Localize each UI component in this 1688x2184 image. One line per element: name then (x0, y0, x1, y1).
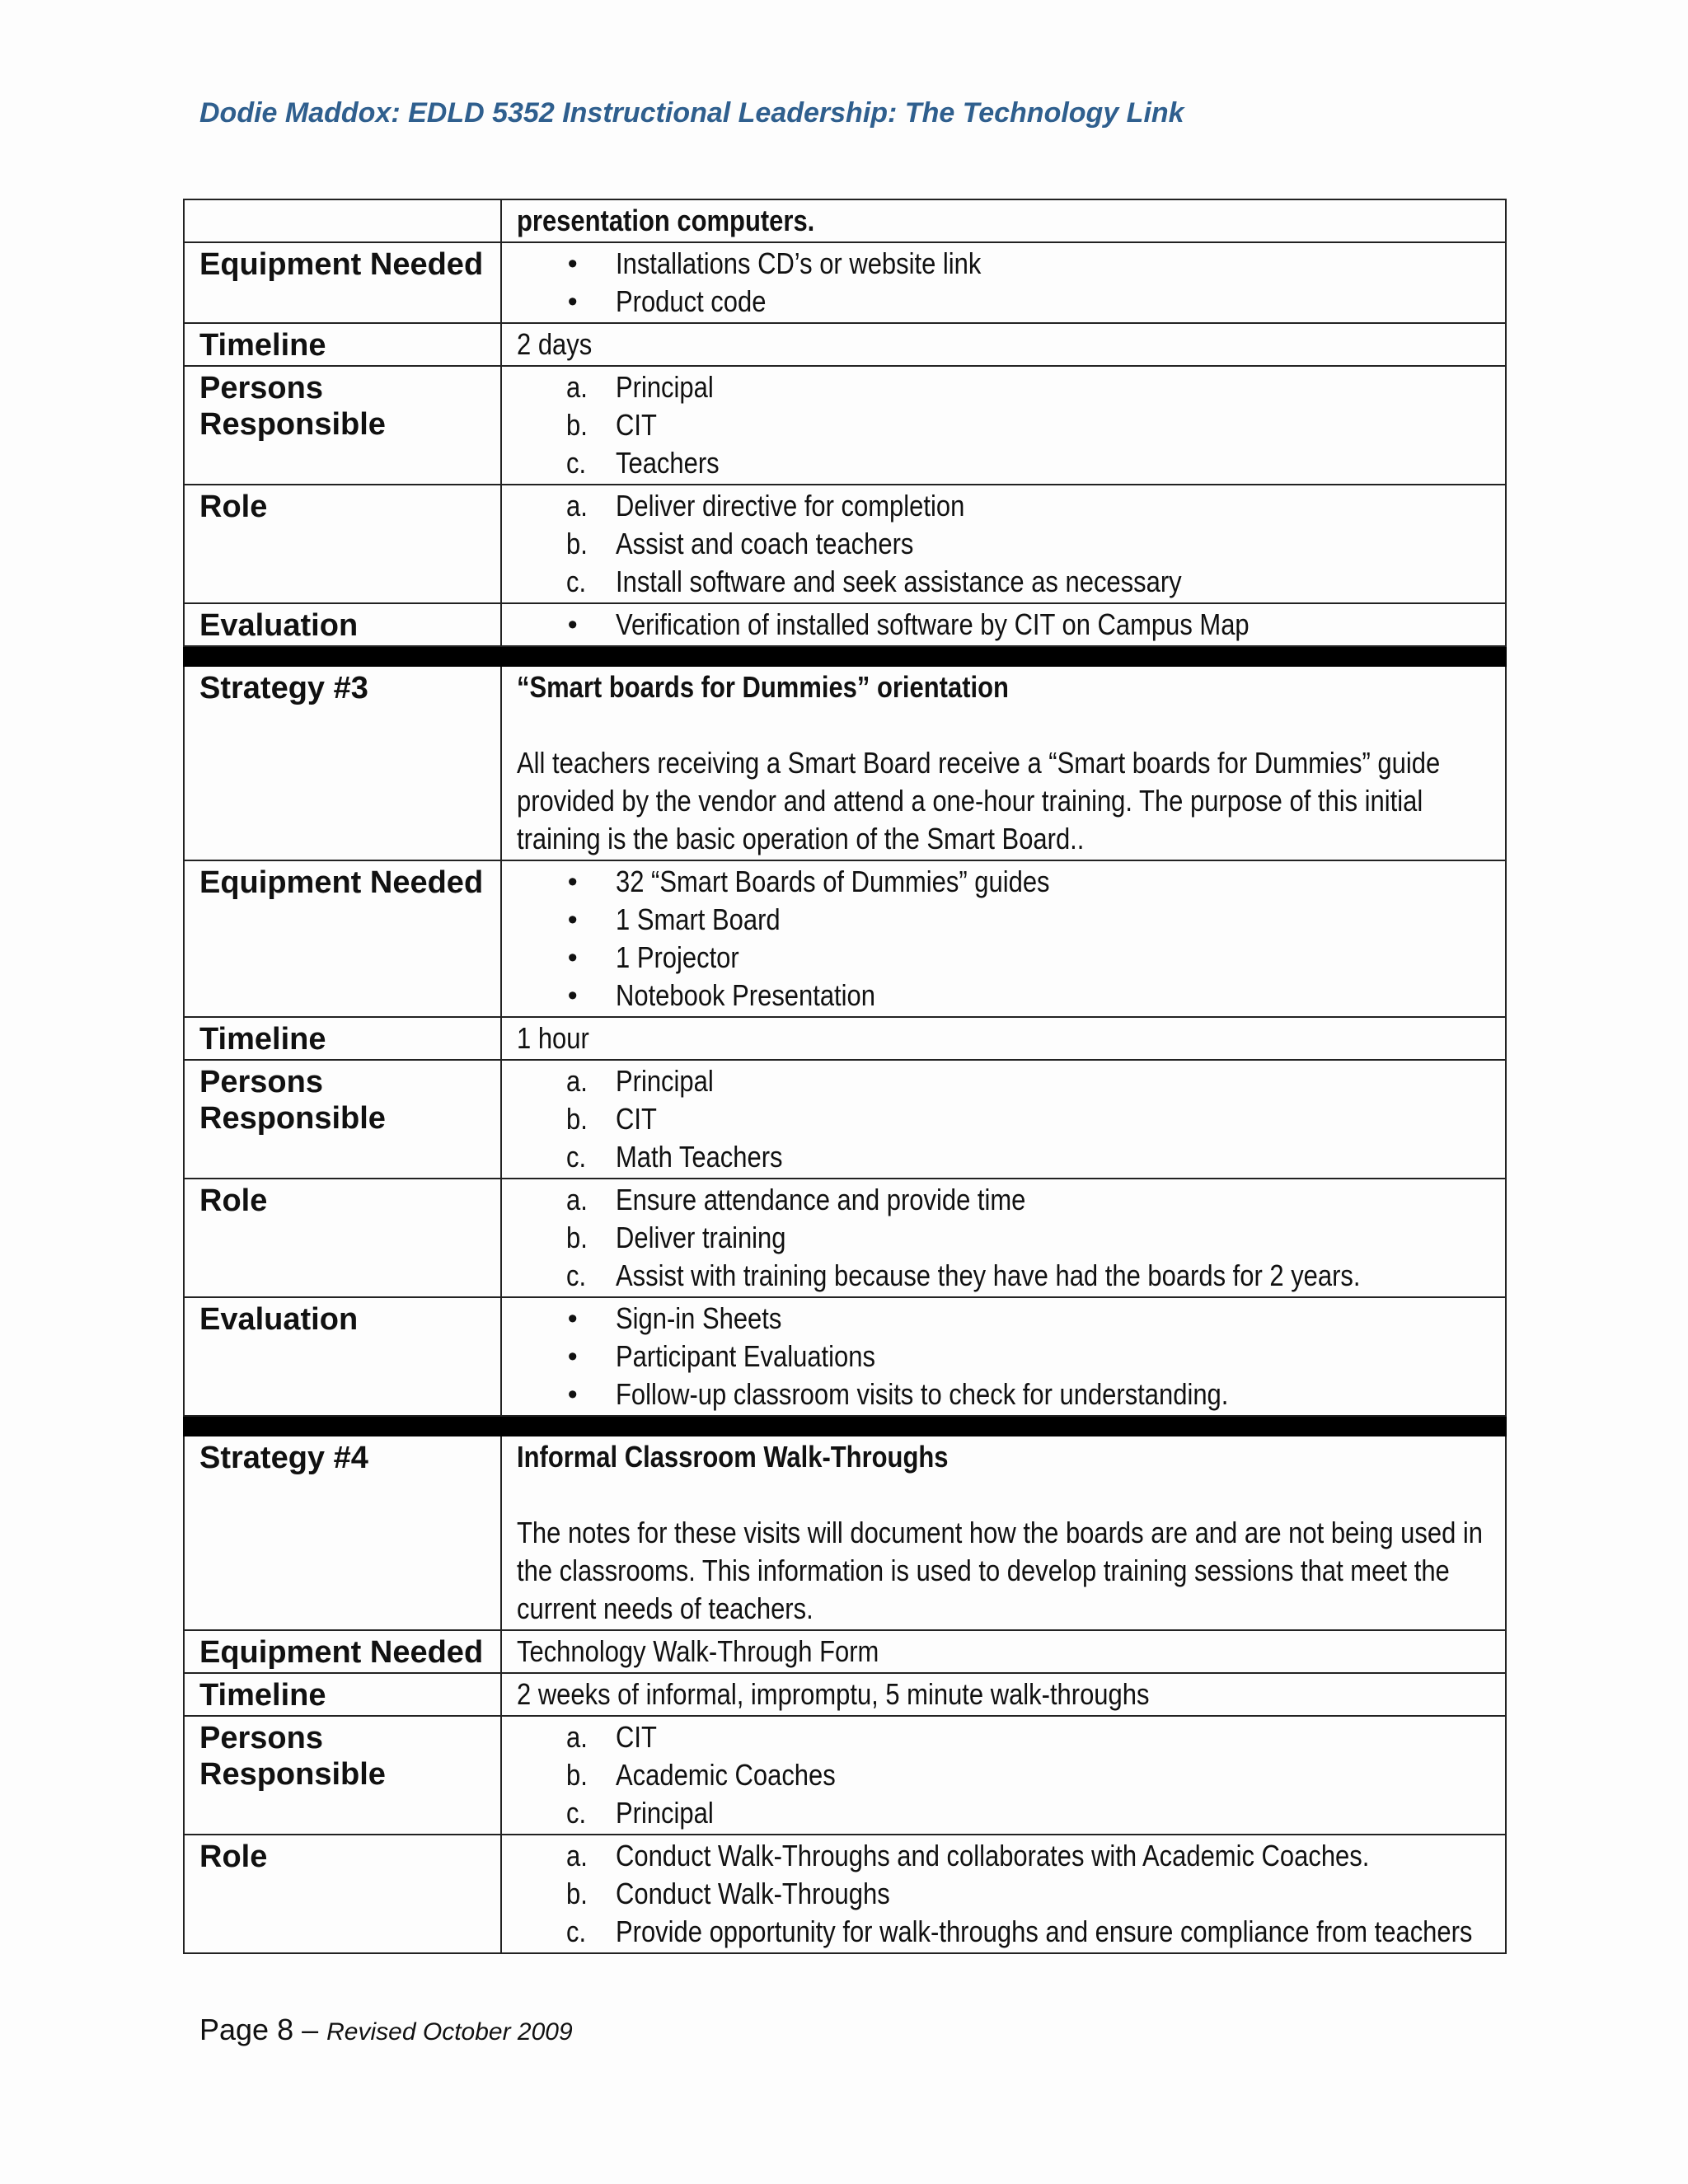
list-item: c. Install software and seek assistance as necessary (565, 565, 1182, 598)
empty-label-cell (184, 199, 501, 242)
table-row (184, 323, 1506, 366)
strategy-plan-table (183, 199, 1507, 1954)
list-item: b. CIT (565, 408, 657, 442)
timeline-cell: 1 hour (501, 1017, 1506, 1060)
strategy-description: The notes for these visits will document how the boards are and are not being used in the classrooms. This information is used to develop training sessions that meet the current needs of teachers. (516, 1516, 1483, 1625)
row-label: Evaluation (184, 1297, 501, 1416)
role-cell (501, 485, 1506, 603)
strategy-label: Strategy #4 (184, 1436, 501, 1630)
table-row (184, 1179, 1506, 1297)
table-row (184, 485, 1506, 603)
list-item: • 1 Projector (517, 939, 1492, 977)
persons-cell (501, 1060, 1506, 1179)
equipment-cell (501, 860, 1506, 1017)
table-row (184, 1673, 1506, 1716)
strategy-description-cell (501, 666, 1506, 860)
row-label: Persons Responsible (184, 366, 501, 485)
table-row (184, 1716, 1506, 1835)
list-item: • 32 “Smart Boards of Dummies” guides (517, 863, 1492, 901)
document-header: Dodie Maddox: EDLD 5352 Instructional Leadership: The Technology Link (199, 97, 1184, 129)
list-item: a. Principal (565, 370, 714, 404)
list-item: • Product code (517, 283, 1492, 321)
table-row (184, 603, 1506, 646)
list-item: c. Teachers (565, 446, 720, 480)
list-item: a. Ensure attendance and provide time (565, 1183, 1026, 1216)
persons-cell (501, 366, 1506, 485)
row-label: Role (184, 1835, 501, 1953)
list-item: • Follow-up classroom visits to check for understanding. (517, 1376, 1492, 1413)
row-label: Persons Responsible (184, 1060, 501, 1179)
continuation-cell (501, 199, 1506, 242)
list-item: c. Provide opportunity for walk-throughs and ensure compliance from teachers (565, 1915, 1473, 1948)
timeline-cell: 2 days (501, 323, 1506, 366)
row-label: Evaluation (184, 603, 501, 646)
table-row (184, 1436, 1506, 1630)
equipment-cell (501, 242, 1506, 323)
strategy-description-cell (501, 1436, 1506, 1630)
list-item: • Notebook Presentation (517, 977, 1492, 1015)
strategy-label: Strategy #3 (184, 666, 501, 860)
row-label: Timeline (184, 323, 501, 366)
table-row (184, 242, 1506, 323)
table-row (184, 1017, 1506, 1060)
row-label: Equipment Needed (184, 242, 501, 323)
evaluation-cell (501, 603, 1506, 646)
row-label: Timeline (184, 1017, 501, 1060)
table-row (184, 1630, 1506, 1673)
persons-cell (501, 1716, 1506, 1835)
row-label: Equipment Needed (184, 1630, 501, 1673)
strategy-title: “Smart boards for Dummies” orientation (516, 670, 1009, 704)
strategy-separator (184, 646, 1506, 666)
list-item: • 1 Smart Board (517, 901, 1492, 939)
list-item: • Sign-in Sheets (517, 1300, 1492, 1338)
strategy-title: Informal Classroom Walk-Throughs (516, 1440, 949, 1474)
row-label: Timeline (184, 1673, 501, 1716)
strategy-description: All teachers receiving a Smart Board receive a “Smart boards for Dummies” guide provided by the vendor and attend a one-hour training. The purpose of this initial training is the basic operation of the Smart Board.. (516, 746, 1440, 855)
list-item: a. Principal (565, 1064, 714, 1098)
list-item: c. Math Teachers (565, 1140, 783, 1174)
table-row (184, 1835, 1506, 1953)
role-cell (501, 1179, 1506, 1297)
table-row (184, 366, 1506, 485)
timeline-cell: 2 weeks of informal, impromptu, 5 minute walk-throughs (501, 1673, 1506, 1716)
row-label: Role (184, 1179, 501, 1297)
equipment-cell: Technology Walk-Through Form (501, 1630, 1506, 1673)
list-item: b. Assist and coach teachers (565, 527, 914, 560)
table-row (184, 199, 1506, 242)
strategy-separator (184, 1416, 1506, 1436)
list-item: • Installations CD’s or website link (517, 245, 1492, 283)
list-item: a. CIT (565, 1720, 657, 1754)
list-item: b. Deliver training (565, 1221, 786, 1254)
row-label: Role (184, 485, 501, 603)
list-item: b. Conduct Walk-Throughs (565, 1877, 890, 1910)
list-item: • Participant Evaluations (517, 1338, 1492, 1376)
list-item: c. Assist with training because they have had the boards for 2 years. (565, 1258, 1361, 1292)
list-item: a. Deliver directive for completion (565, 489, 965, 523)
row-label: Persons Responsible (184, 1716, 501, 1835)
row-label: Equipment Needed (184, 860, 501, 1017)
table-row (184, 1297, 1506, 1416)
list-item: c. Principal (565, 1796, 714, 1830)
list-item: a. Conduct Walk-Throughs and collaborates with Academic Coaches. (565, 1839, 1370, 1872)
revision-date: Revised October 2009 (326, 2018, 573, 2046)
table-row (184, 860, 1506, 1017)
page-footer (199, 2013, 573, 2047)
list-item: • Verification of installed software by CIT on Campus Map (517, 606, 1492, 644)
page-number: Page 8 – (199, 2013, 319, 2046)
list-item: b. CIT (565, 1102, 657, 1136)
table-row (184, 1060, 1506, 1179)
table-row (184, 666, 1506, 860)
evaluation-cell (501, 1297, 1506, 1416)
list-item: b. Academic Coaches (565, 1758, 836, 1792)
continuation-text: presentation computers. (516, 204, 815, 237)
role-cell (501, 1835, 1506, 1953)
